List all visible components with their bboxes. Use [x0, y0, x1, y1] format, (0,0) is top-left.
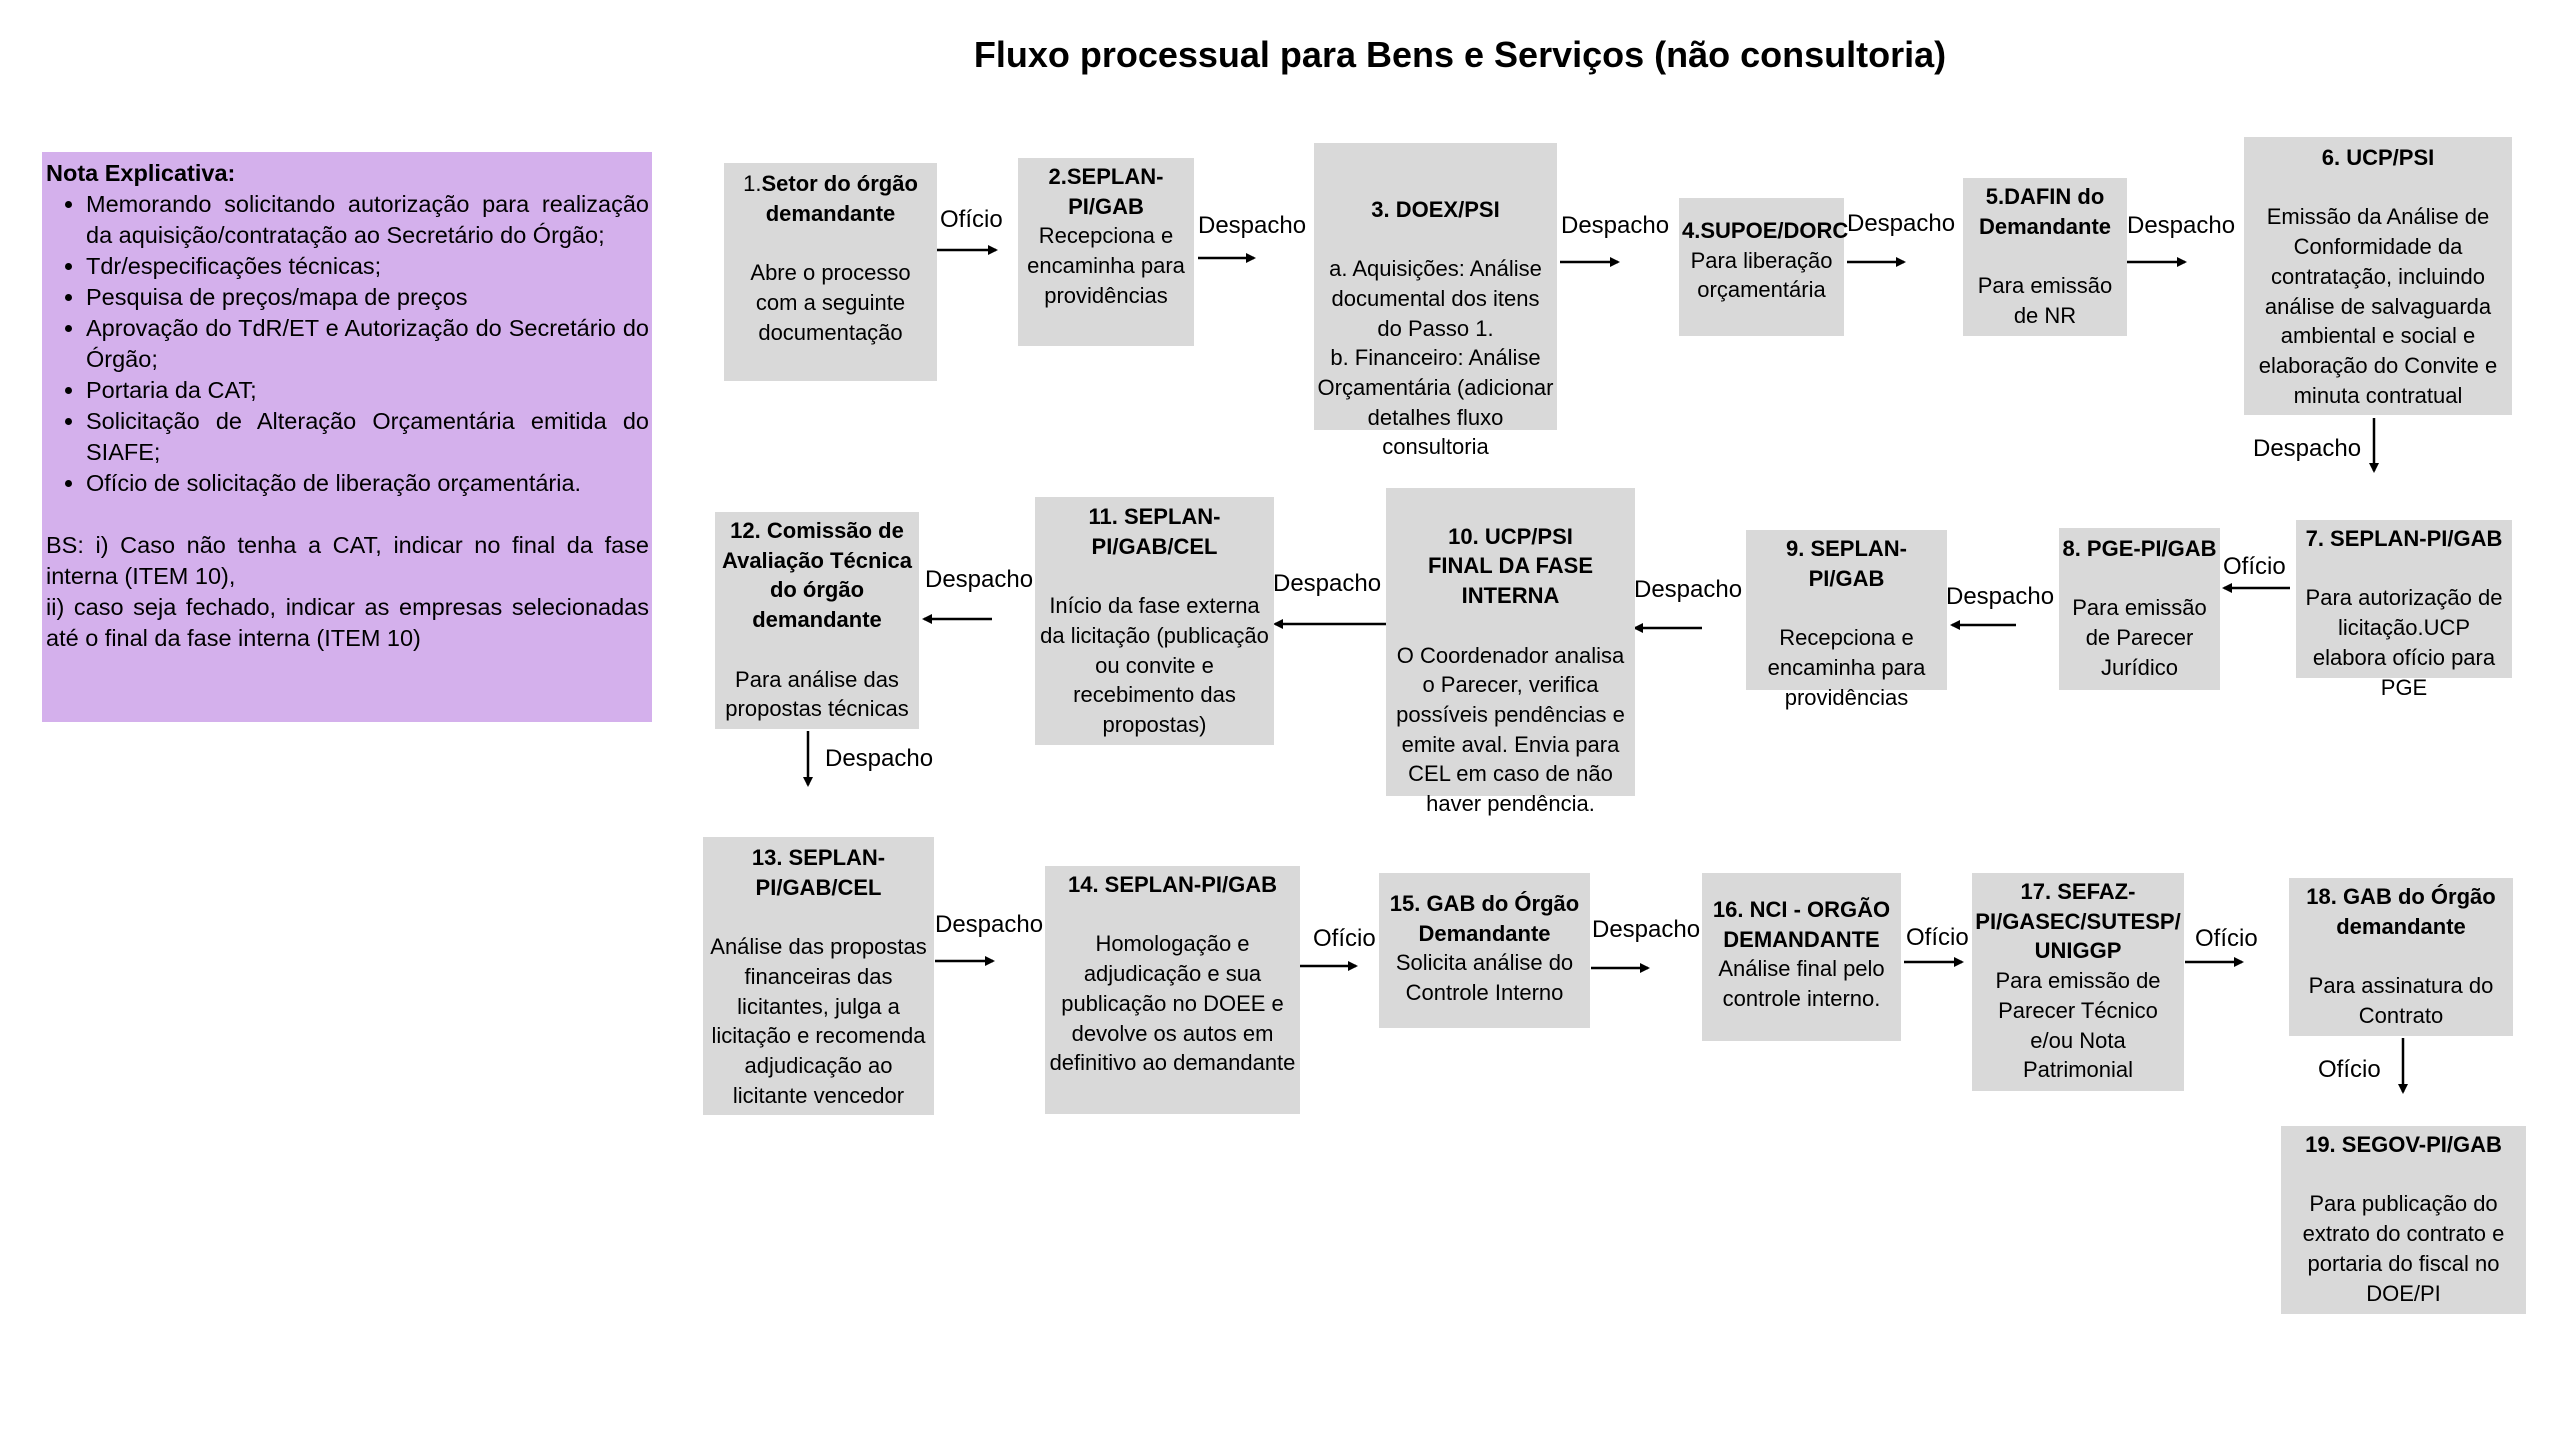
- connector-label-14-15: Ofício: [1313, 925, 1376, 952]
- step-4-title: 4.SUPOE/DORC: [1682, 218, 1849, 243]
- step-1-box: [724, 163, 937, 381]
- step-11-title: 11. SEPLAN-PI/GAB/CEL: [1088, 504, 1221, 559]
- step-10-box: [1386, 488, 1635, 817]
- step-5-body: Para emissão de NR: [1977, 273, 2113, 328]
- step-14-body: Homologação e adjudicação e sua publicação no DOEE e devolve os autos em definitivo ao demandante: [1049, 931, 1296, 1076]
- connector-label-18-19: Ofício: [2318, 1056, 2381, 1083]
- step-14-title: 14. SEPLAN-PI/GAB: [1067, 872, 1278, 897]
- step-8-box: [2059, 528, 2220, 690]
- step-16-box: [1702, 873, 1901, 1041]
- step-11-body: Início da fase externa da licitação (publicação ou convite e recebimento das propostas): [1040, 593, 1269, 737]
- connector-label-11-12: Despacho: [925, 566, 1034, 593]
- step-10-body: O Coordenador analisa o Parecer, verifica possíveis pendências e emite aval. Envia para CEL em caso de não haver pendência.: [1396, 642, 1625, 817]
- step-2-title: 2.SEPLAN-PI/GAB: [1048, 164, 1164, 219]
- step-13-box: [703, 837, 934, 1115]
- step-19-title: 19. SEGOV-PI/GAB: [2305, 1132, 2502, 1157]
- note-item: • Portaria da CAT;: [86, 375, 649, 406]
- step-2-box: [1018, 158, 1194, 346]
- step-6-box: [2244, 137, 2512, 415]
- step-15-title: 15. GAB do Órgão Demandante: [1389, 891, 1580, 946]
- connector-label-3-4: Despacho: [1561, 212, 1670, 239]
- step-13-title: 13. SEPLAN-PI/GAB/CEL: [751, 845, 886, 900]
- step-7-body: Para autorização de licitação.UCP elabora ofício para PGE: [2305, 585, 2503, 700]
- note-observation-1: BS: i) Caso não tenha a CAT, indicar no final da fase interna (ITEM 10),: [46, 532, 649, 589]
- step-12-box: [715, 512, 919, 729]
- note-item: • Pesquisa de preços/mapa de preços: [86, 282, 649, 313]
- connector-label-5-6: Despacho: [2127, 212, 2236, 239]
- note-item: • Memorando solicitando autorização para realização da aquisição/contratação ao Secretário do Órgão;: [86, 189, 649, 251]
- connector-label-13-14: Despacho: [935, 911, 1044, 938]
- step-9-body: Recepciona e encaminha para providências: [1767, 625, 1926, 710]
- step-18-body: Para assinatura do Contrato: [2308, 973, 2494, 1028]
- step-17-title: 17. SEFAZ-PI/GASEC/SUTESP/ UNIGGP: [1975, 879, 2181, 964]
- step-1-number: 1.: [743, 171, 762, 196]
- connector-label-17-18: Ofício: [2195, 925, 2258, 952]
- step-4-body: Para liberação orçamentária: [1690, 247, 1833, 303]
- step-1-body: Abre o processo com a seguinte documentação: [750, 260, 911, 345]
- step-3-body: a. Aquisições: Análise documental dos itens do Passo 1. b. Financeiro: Análise Orçamentária (adicionar detalhes fluxo consultoria: [1317, 256, 1554, 460]
- step-9-box: [1746, 530, 1947, 710]
- step-18-title: 18. GAB do Órgão demandante: [2306, 884, 2496, 939]
- step-16-title: 16. NCI - ORGÃO DEMANDANTE: [1712, 897, 1891, 952]
- step-14-box: [1045, 866, 1300, 1114]
- connector-label-9-10: Despacho: [1634, 576, 1743, 603]
- step-10-title: 10. UCP/PSI FINAL DA FASE INTERNA: [1427, 523, 1593, 609]
- step-8-body: Para emissão de Parecer Jurídico: [2072, 595, 2207, 680]
- note-heading: Nota Explicativa:: [46, 160, 236, 186]
- step-16-body: Análise final pelo controle interno.: [1718, 956, 1885, 1012]
- step-18-box: [2289, 878, 2513, 1036]
- step-19-box: [2281, 1126, 2526, 1314]
- step-7-box: [2296, 520, 2512, 700]
- connector-label-12-13: Despacho: [825, 745, 934, 772]
- note-item: • Tdr/especificações técnicas;: [86, 251, 649, 282]
- step-4-box: [1679, 198, 1849, 336]
- step-15-body: Solicita análise do Controle Interno: [1395, 950, 1574, 1006]
- step-17-box: [1972, 873, 2184, 1091]
- step-5-box: [1963, 178, 2127, 336]
- page-title: Fluxo processual para Bens e Serviços (não consultoria): [973, 34, 1947, 75]
- note-item: • Ofício de solicitação de liberação orçamentária.: [86, 468, 649, 499]
- step-12-body: Para análise das propostas técnicas: [725, 666, 909, 722]
- connector-label-15-16: Despacho: [1592, 916, 1701, 943]
- step-13-body: Análise das propostas financeiras das licitantes, julga a licitação e recomenda adjudicação ao licitante vencedor: [710, 934, 927, 1108]
- connector-label-7-8: Ofício: [2223, 553, 2286, 580]
- step-2-body: Recepciona e encaminha para providências: [1027, 223, 1185, 308]
- note-item: • Aprovação do TdR/ET e Autorização do Secretário do Órgão;: [86, 313, 649, 375]
- step-3-title: 3. DOEX/PSI: [1371, 196, 1500, 222]
- step-5-title: 5.DAFIN do Demandante: [1978, 184, 2112, 239]
- step-8-title: 8. PGE-PI/GAB: [2062, 536, 2217, 561]
- connector-label-1-2: Ofício: [940, 206, 1003, 233]
- connector-label-2-3: Despacho: [1198, 212, 1307, 239]
- step-15-box: [1379, 873, 1590, 1028]
- note-observation-2: ii) caso seja fechado, indicar as empresas selecionadas até o final da fase interna (ITEM 10): [46, 594, 649, 651]
- connector-label-10-11: Despacho: [1273, 570, 1382, 597]
- step-9-title: 9. SEPLAN-PI/GAB: [1785, 536, 1908, 591]
- step-17-body: Para emissão de Parecer Técnico e/ou Nota Patrimonial: [1995, 968, 2161, 1083]
- connector-label-16-17: Ofício: [1906, 924, 1969, 951]
- connector-label-6-7: Despacho: [2253, 435, 2362, 462]
- connector-label-8-9: Despacho: [1946, 583, 2055, 610]
- step-11-box: [1035, 497, 1274, 745]
- step-3-box: [1314, 143, 1557, 460]
- step-12-title: 12. Comissão de Avaliação Técnica do órgão demandante: [722, 518, 912, 633]
- step-1-title: 1.Setor do órgão demandante: [743, 171, 918, 226]
- note-item: • Solicitação de Alteração Orçamentária emitida do SIAFE;: [86, 406, 649, 468]
- step-6-body: Emissão da Análise de Conformidade da contratação, incluindo análise de salvaguarda ambiental e social e elaboração do Convite e minuta contratual: [2258, 204, 2498, 408]
- step-6-title: 6. UCP/PSI: [2321, 145, 2435, 170]
- connector-label-4-5: Despacho: [1847, 210, 1956, 237]
- step-19-body: Para publicação do extrato do contrato e portaria do fiscal no DOE/PI: [2302, 1191, 2505, 1306]
- step-7-title: 7. SEPLAN-PI/GAB: [2305, 526, 2503, 551]
